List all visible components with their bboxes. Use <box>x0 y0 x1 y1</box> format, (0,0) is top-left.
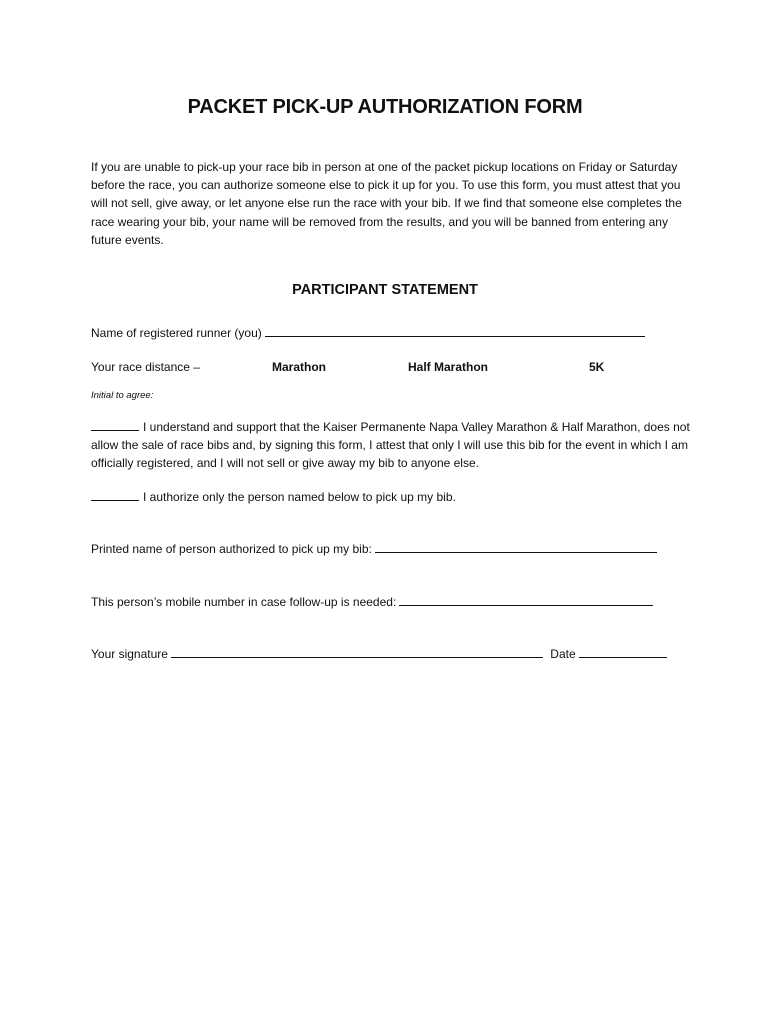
runner-name-row <box>91 324 645 340</box>
signature-row <box>91 645 667 661</box>
authorized-name-label: Printed name of person authorized to pick up my bib: <box>91 542 372 556</box>
agreement-1-text: I understand and support that the Kaiser Permanente Napa Valley Marathon & Half Marathon, does not allow the sale of race bibs and, by signing this form, I attest that only I will use this bib for the event in which I am officially registered, and I will not sell or give away my bib to anyone else. <box>91 420 690 471</box>
mobile-field[interactable] <box>399 593 653 606</box>
date-field[interactable] <box>579 645 667 658</box>
form-title: PACKET PICK-UP AUTHORIZATION FORM <box>187 96 583 118</box>
mobile-label: This person’s mobile number in case follow-up is needed: <box>91 595 397 609</box>
authorized-name-field[interactable] <box>375 540 657 553</box>
distance-option-marathon[interactable]: Marathon <box>272 360 326 374</box>
intro-paragraph: If you are unable to pick-up your race bib in person at one of the packet pickup locations on Friday or Saturday before the race, you can authorize someone else to pick it up for you. To use this form, you must attest that you will not sell, give away, or let anyone else run the race with your bib. If we find that someone else completes the race wearing your bib, your name will be removed from the results, and you will be banned from entering any future events. <box>91 160 682 247</box>
agreement-2-row <box>91 488 691 506</box>
agreement-1-row <box>91 418 691 473</box>
distance-label: Your race distance – <box>91 360 200 374</box>
distance-option-5k[interactable]: 5K <box>589 360 605 374</box>
signature-field[interactable] <box>171 645 543 658</box>
agreement-2-initial-field[interactable] <box>91 489 139 501</box>
section-title: PARTICIPANT STATEMENT <box>292 282 478 298</box>
agreement-1-initial-field[interactable] <box>91 419 139 431</box>
runner-name-label: Name of registered runner (you) <box>91 326 262 340</box>
initial-note: Initial to agree: <box>91 390 154 401</box>
date-label: Date <box>550 647 576 661</box>
distance-option-half-marathon[interactable]: Half Marathon <box>408 360 489 374</box>
mobile-row <box>91 593 653 609</box>
authorized-name-row <box>91 540 657 556</box>
agreement-2-text: I authorize only the person named below to pick up my bib. <box>143 490 456 504</box>
runner-name-field[interactable] <box>265 324 645 337</box>
signature-label: Your signature <box>91 647 168 661</box>
